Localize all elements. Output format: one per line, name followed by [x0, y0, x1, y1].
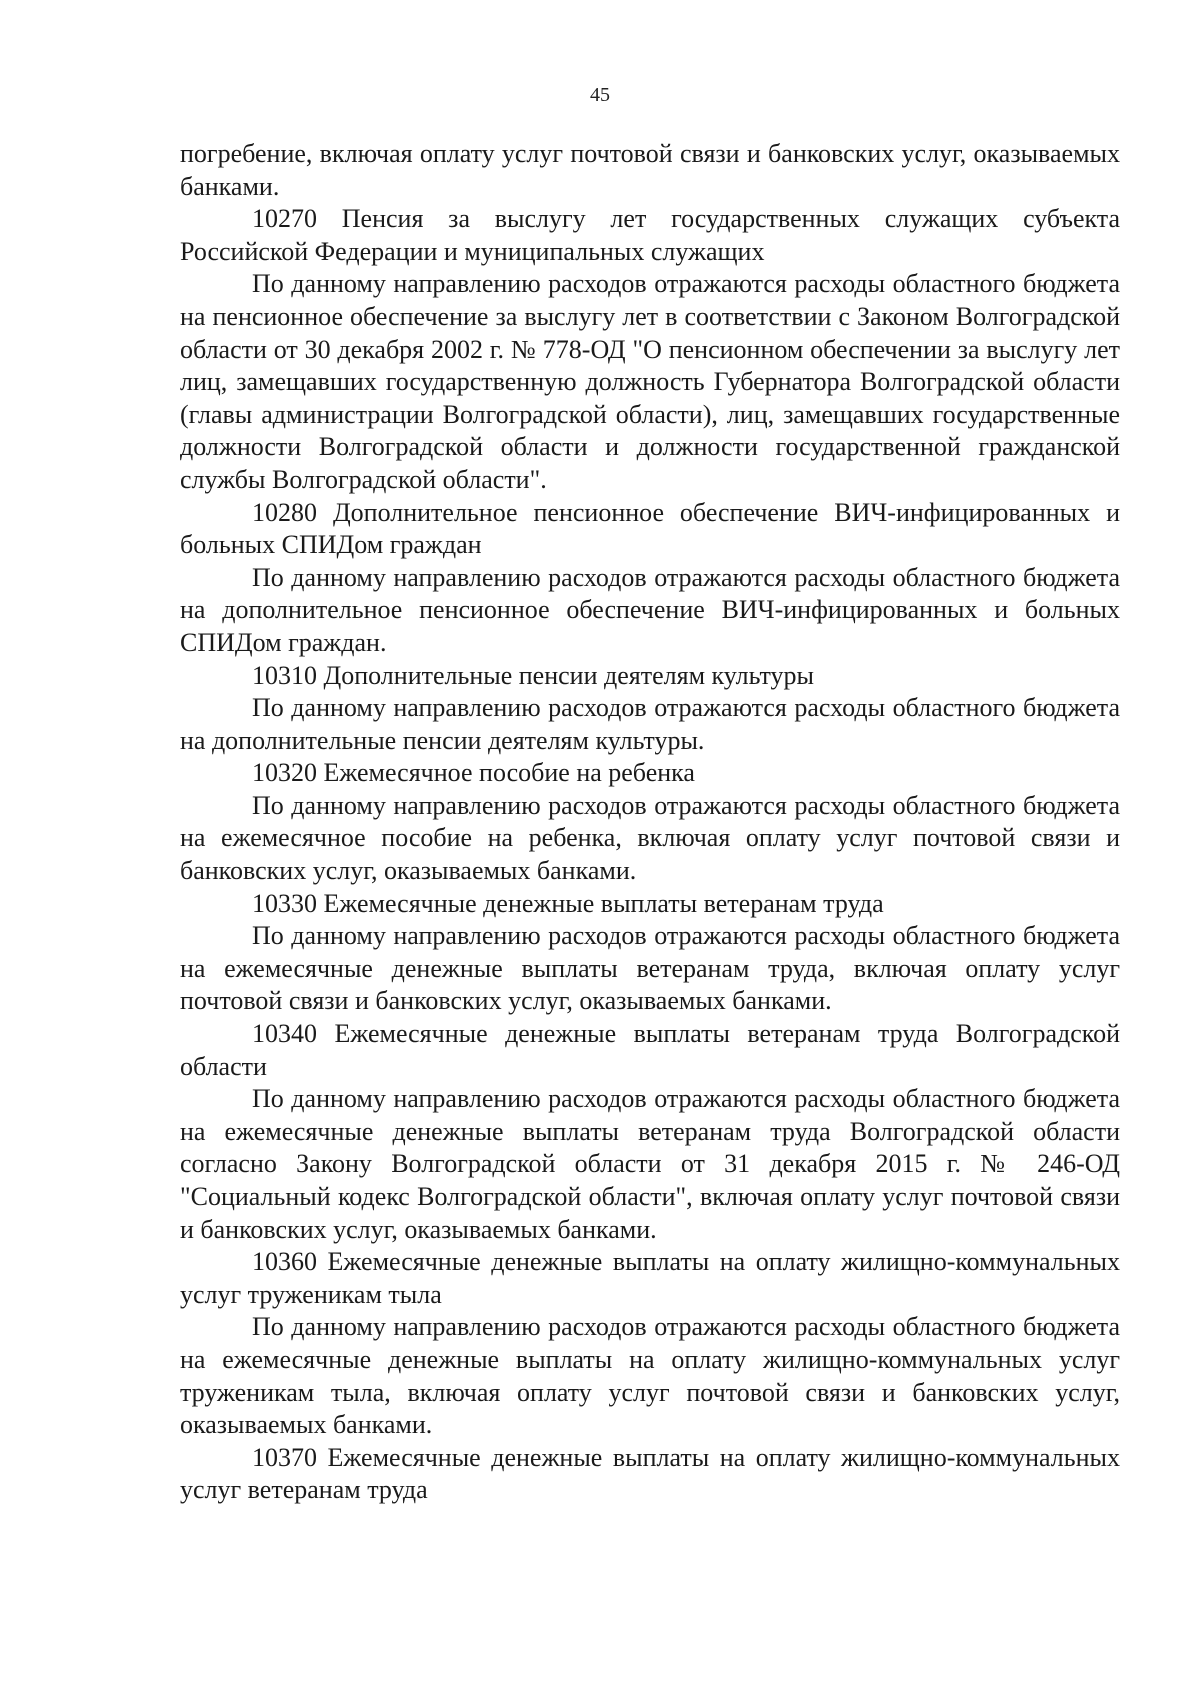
section-heading: 10270 Пенсия за выслугу лет государственных служащих субъекта Российской Федерации и муниципальных служащих [180, 204, 1120, 266]
paragraph: По данному направлению расходов отражаются расходы областного бюджета на ежемесячные денежные выплаты на оплату жилищно-коммунальных услуг труженикам тыла, включая оплату услуг почтовой связи и банковских услуг, оказываемых банками. [180, 1312, 1120, 1440]
paragraph: По данному направлению расходов отражаются расходы областного бюджета на ежемесячные денежные выплаты ветеранам труда Волгоградской области согласно Закону Волгоградской области от 31 декабря 2015 г. № 246-ОД "Социальный кодекс Волгоградской области", включая оплату услуг почтовой связи и банковских услуг, оказываемых банками. [180, 1084, 1120, 1244]
section-heading: 10280 Дополнительное пенсионное обеспечение ВИЧ-инфицированных и больных СПИДом граждан [180, 497, 1120, 560]
section-heading: 10360 Ежемесячные денежные выплаты на оплату жилищно-коммунальных услуг труженикам тыла [180, 1247, 1120, 1309]
paragraph: По данному направлению расходов отражаются расходы областного бюджета на пенсионное обеспечение за выслугу лет в соответствии с Законом Волгоградской области от 30 декабря 2002 г. № 778-ОД "О пенсионном обеспечении за выслугу лет лиц, замещавших государственную должность Губернатора Волгоградской области (главы администрации Волгоградской области), лиц, замещавших государственные должности Волгоградской области и должности государственной гражданской службы Волгоградской области". [180, 269, 1120, 494]
section-heading: 10310 Дополнительные пенсии деятелям культуры [252, 660, 814, 690]
section-heading: 10320 Ежемесячное пособие на ребенка [252, 758, 695, 788]
paragraph: По данному направлению расходов отражаются расходы областного бюджета на дополнительное пенсионное обеспечение ВИЧ-инфицированных и больных СПИДом граждан. [180, 562, 1120, 657]
document-body [180, 138, 1120, 1507]
paragraph: По данному направлению расходов отражаются расходы областного бюджета на ежемесячные денежные выплаты ветеранам труда, включая оплату услуг почтовой связи и банковских услуг, оказываемых банками. [180, 921, 1120, 1016]
paragraph: По данному направлению расходов отражаются расходы областного бюджета на ежемесячное пособие на ребенка, включая оплату услуг почтовой связи и банковских услуг, оказываемых банками. [180, 790, 1120, 886]
page-number: 45 [590, 84, 610, 106]
section-heading: 10370 Ежемесячные денежные выплаты на оплату жилищно-коммунальных услуг ветеранам труда [180, 1442, 1120, 1505]
section-heading: 10340 Ежемесячные денежные выплаты ветеранам труда Волгоградской области [180, 1019, 1120, 1081]
paragraph: По данному направлению расходов отражаются расходы областного бюджета на дополнительные пенсии деятелям культуры. [180, 693, 1120, 755]
section-heading: 10330 Ежемесячные денежные выплаты ветеранам труда [252, 888, 884, 918]
paragraph: погребение, включая оплату услуг почтовой связи и банковских услуг, оказываемых банками. [180, 139, 1120, 201]
